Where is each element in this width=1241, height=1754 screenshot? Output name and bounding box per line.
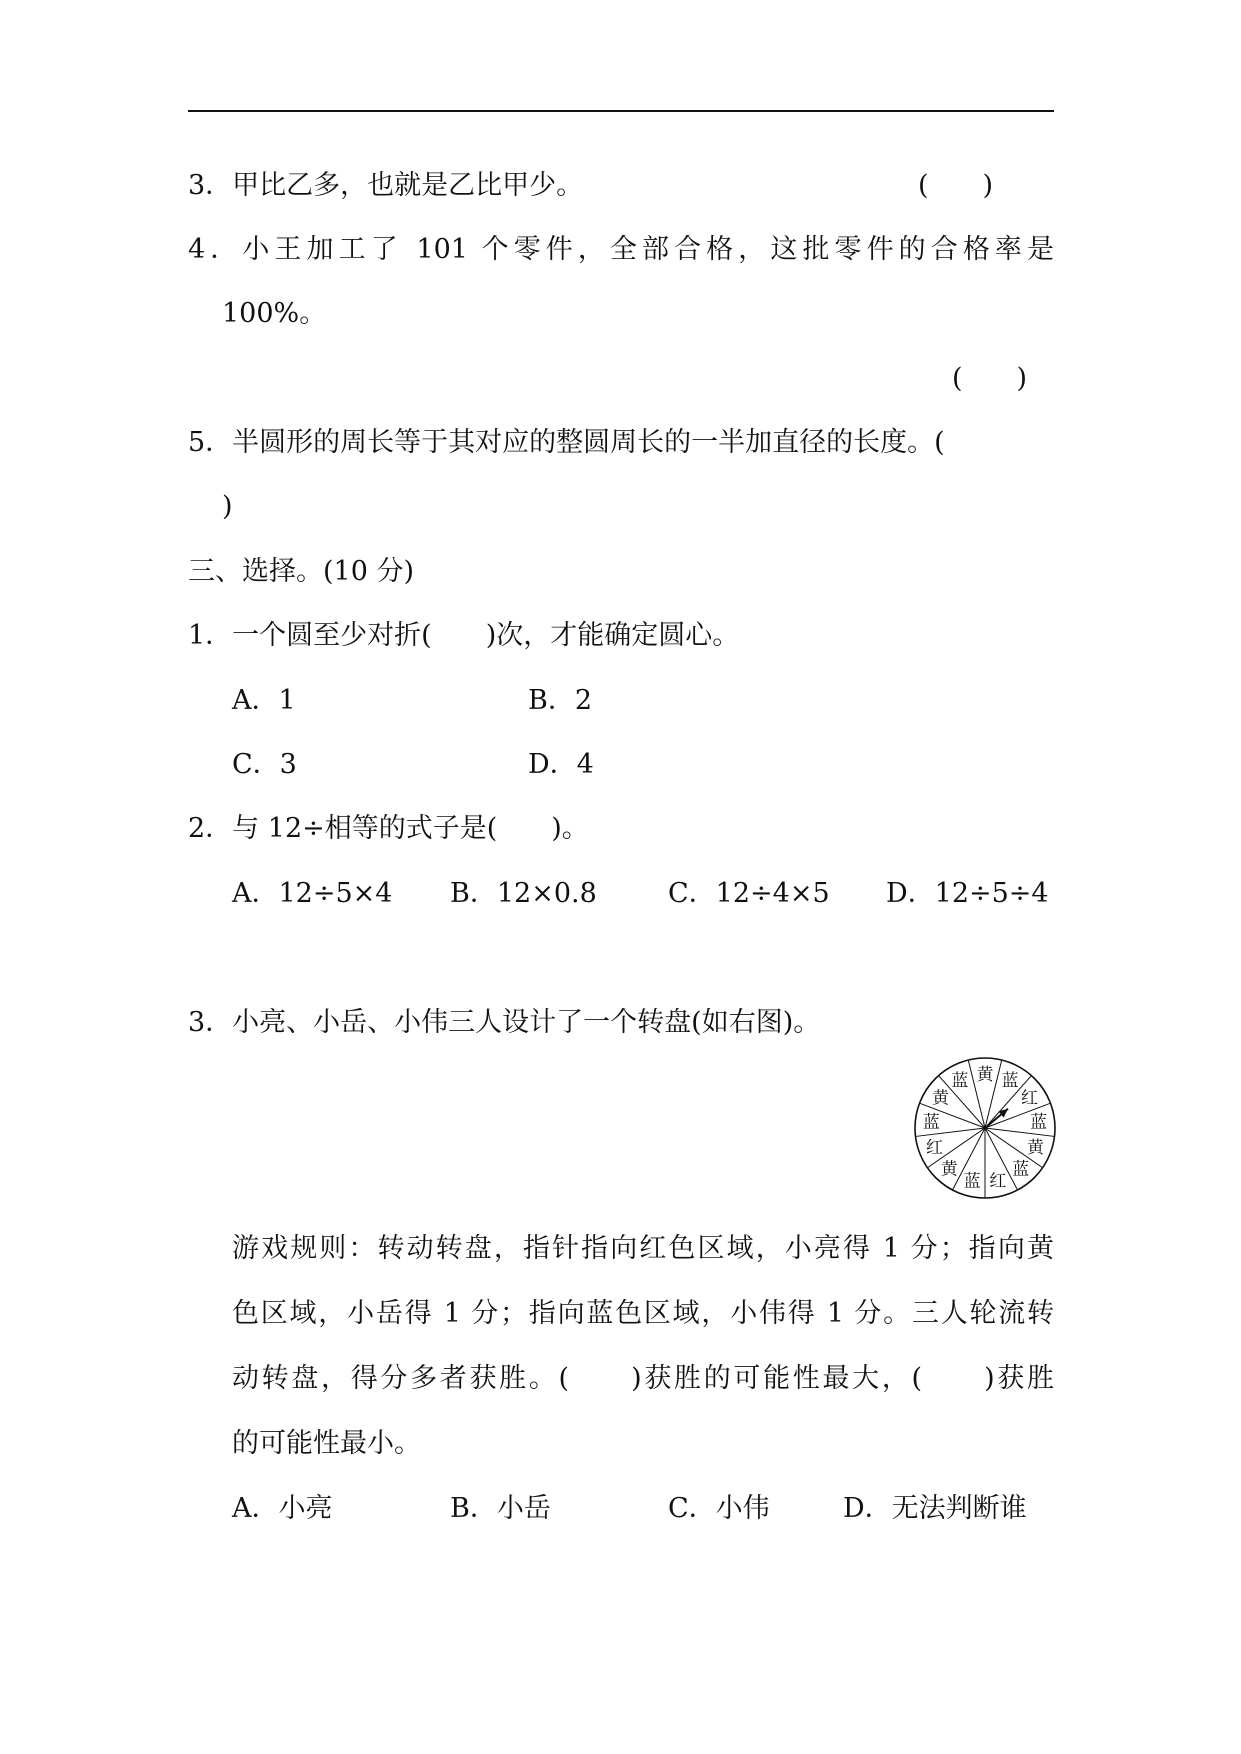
spinner-sector-label: 红 — [926, 1138, 944, 1159]
judge-q4-line2: 100%。 — [222, 298, 327, 329]
choice-q1-stem: 1．一个圆至少对折( )次，才能确定圆心。 — [188, 620, 740, 651]
spinner-sector-label: 红 — [989, 1171, 1007, 1192]
choice-q3-option-a: A．小亮 — [232, 1493, 333, 1524]
spinner-sector-label: 蓝 — [951, 1071, 969, 1092]
choice-q3-stem: 3．小亮、小岳、小伟三人设计了一个转盘(如右图)。 — [188, 1007, 821, 1038]
choice-q2-option-a: A．12÷5×4 — [232, 878, 393, 909]
choice-q3-rule-line4: 的可能性最小。 — [232, 1428, 421, 1459]
spinner-sector-label: 蓝 — [963, 1171, 981, 1192]
spinner-sector-label: 黄 — [932, 1088, 950, 1109]
spinner-sector-label: 蓝 — [922, 1112, 940, 1133]
spinner-sector-label: 黄 — [976, 1065, 994, 1085]
choice-q1-option-d: D．4 — [528, 749, 594, 780]
spinner-figure — [911, 1054, 1059, 1202]
choice-q3-rule-line2: 色区域，小岳得 1 分；指向蓝色区域，小伟得 1 分。三人轮流转 — [232, 1298, 1054, 1329]
choice-q2-option-c: C．12÷4×5 — [668, 878, 830, 909]
judge-q5-line2: ) — [222, 491, 233, 522]
choice-q3-option-d: D．无法判断谁 — [843, 1493, 1027, 1524]
choice-q1-option-b: B．2 — [528, 685, 593, 716]
choice-q2-option-b: B．12×0.8 — [450, 878, 597, 909]
judge-q4-answer-paren: ( ) — [952, 363, 1028, 394]
choice-q3-option-c: C．小伟 — [668, 1493, 770, 1524]
choice-q1-option-a: A．1 — [232, 685, 296, 716]
judge-q3-answer-paren: ( ) — [918, 170, 994, 201]
spinner-sector-label: 黄 — [1026, 1138, 1044, 1159]
choice-q2-option-d: D．12÷5÷4 — [886, 878, 1049, 909]
choice-q3-rule-line1: 游戏规则：转动转盘，指针指向红色区域，小亮得 1 分；指向黄 — [232, 1233, 1054, 1264]
choice-q3-option-b: B．小岳 — [450, 1493, 551, 1524]
judge-q3: 3．甲比乙多，也就是乙比甲少。 — [188, 170, 584, 201]
judge-q4-line1: 4．小王加工了 101 个零件，全部合格，这批零件的合格率是 — [188, 234, 1054, 265]
spinner-sector-label: 红 — [1020, 1088, 1038, 1109]
section-title: 三、选择。(10 分) — [188, 556, 415, 587]
spinner-sector-label: 蓝 — [1012, 1159, 1030, 1180]
spinner-sector-label: 蓝 — [1030, 1112, 1048, 1133]
choice-q2-stem: 2．与 12÷相等的式子是( )。 — [188, 813, 589, 844]
choice-q1-option-c: C．3 — [232, 749, 297, 780]
judge-q5-line1: 5．半圆形的周长等于其对应的整圆周长的一半加直径的长度。( — [188, 427, 945, 458]
spinner-sector-label: 黄 — [940, 1159, 958, 1180]
spinner-sector-label: 蓝 — [1001, 1071, 1019, 1092]
header-rule — [188, 110, 1054, 112]
choice-q3-rule-line3: 动转盘，得分多者获胜。( )获胜的可能性最大，( )获胜 — [232, 1363, 1054, 1394]
